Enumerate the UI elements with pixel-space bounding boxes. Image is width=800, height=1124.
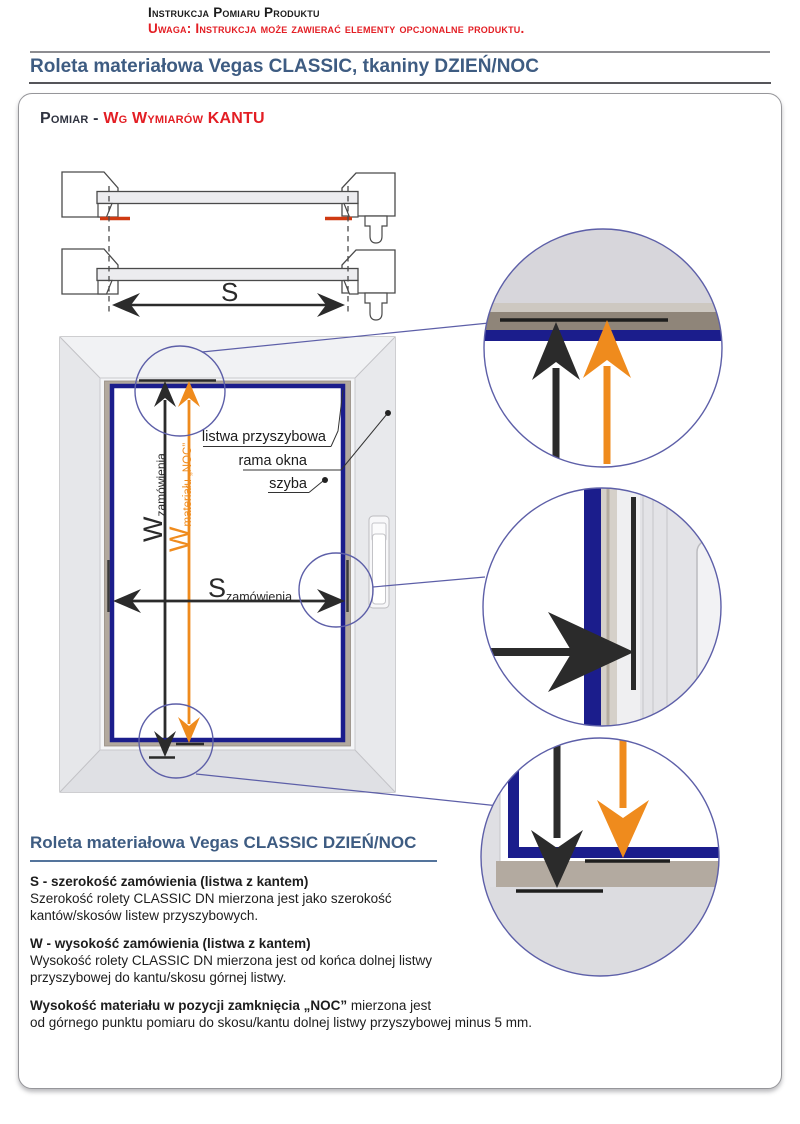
glazing-bead-label: listwa przyszybowa bbox=[201, 429, 326, 445]
cross-section-diagram bbox=[62, 172, 395, 320]
info-heading: Roleta materiałowa Vegas CLASSIC DZIEŃ/NOC bbox=[30, 833, 417, 852]
section-heading-highlight: Wg Wymiarów KANTU bbox=[103, 110, 265, 127]
glass-label: szyba bbox=[269, 476, 307, 492]
detail-circle-right bbox=[480, 485, 767, 740]
bead-bar-top bbox=[97, 192, 358, 204]
window-diagram bbox=[60, 323, 499, 806]
noc-definition: Wysokość materiału w pozycji zamknięcia „NOC” mierzona jest od górnego punktu pomiaru do skosu/kantu dolnej listwy przyszybowej minus 5 mm. bbox=[30, 998, 532, 1030]
info-heading-underline bbox=[30, 860, 437, 862]
detail-circle-top bbox=[480, 225, 728, 467]
page-title: Roleta materiałowa Vegas CLASSIC, tkaniny DZIEŃ/NOC bbox=[30, 56, 539, 77]
s-definition: S - szerokość zamówienia (listwa z kantem) Szerokość rolety CLASSIC DN mierzona jest jako szerokość kantów/skosów listew przyszybowych. bbox=[30, 873, 560, 924]
s-dimension-label: S bbox=[221, 277, 239, 307]
section-heading-prefix: Pomiar - bbox=[40, 110, 104, 127]
warning-note: Uwaga: Instrukcja może zawierać elementy opcjonalne produktu. bbox=[148, 21, 525, 36]
w-definition: W - wysokość zamówienia (listwa z kantem) Wysokość rolety CLASSIC DN mierzona jest od końca dolnej listwy przyszybowej do kantu/skosu górnej listwy. bbox=[30, 935, 560, 986]
window-frame-label: rama okna bbox=[238, 453, 307, 469]
window-handle bbox=[369, 516, 389, 608]
s-definition-title: S - szerokość zamówienia (listwa z kantem) bbox=[30, 874, 309, 889]
w-order-label: Wzamówienia bbox=[138, 453, 168, 542]
detail-handle-edge bbox=[697, 540, 767, 740]
w-material-label: Wmateriału „NOC” bbox=[164, 442, 194, 552]
detail-tick-right bbox=[631, 497, 636, 690]
s-order-label: $S_{zamówienia}$ bbox=[208, 573, 293, 604]
pin-top bbox=[365, 216, 387, 243]
instruction-note: Instrukcja Pomiaru Produktu bbox=[148, 5, 320, 20]
pin-bottom bbox=[365, 293, 387, 320]
info-text bbox=[30, 873, 560, 1042]
w-definition-title: W - wysokość zamówienia (listwa z kantem) bbox=[30, 936, 311, 951]
